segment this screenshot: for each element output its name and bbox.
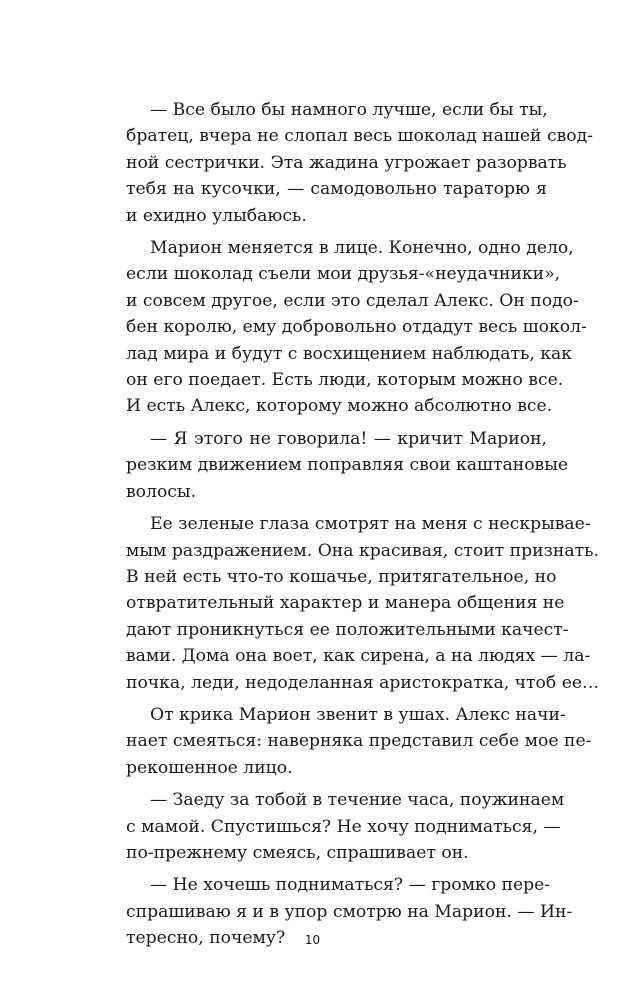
text-line: отвратительный характер и манера общения не xyxy=(126,593,565,614)
text-line: От крика Марион звенит в ушах. Алекс начи- xyxy=(150,704,566,725)
text-line: рекошенное лицо. xyxy=(126,757,293,778)
page-number: 10 xyxy=(304,933,321,947)
text-line: волосы. xyxy=(126,481,197,502)
paragraph-1 xyxy=(102,97,593,229)
text-line: резким движением поправляя свои каштановые xyxy=(126,455,569,476)
text-line: — Заеду за тобой в течение часа, поужинаем xyxy=(150,790,565,811)
text-line: тебя на кусочки, — самодовольно тараторю я xyxy=(126,179,547,200)
text-line: — Не хочешь подниматься? — громко пере- xyxy=(150,875,551,896)
paragraph-2 xyxy=(102,235,587,420)
paragraph-6 xyxy=(102,787,565,866)
text-line: Марион меняется в лице. Конечно, одно дело, xyxy=(150,238,574,259)
text-line: спрашиваю я и в упор смотрю на Марион. — Ин- xyxy=(126,901,573,922)
text-line: вами. Дома она воет, как сирена, а на людях — ла- xyxy=(126,646,591,667)
text-line: — Все было бы намного лучше, если бы ты, xyxy=(150,100,548,120)
text-line: ной сестрички. Эта жадина угрожает разорвать xyxy=(126,152,567,173)
text-line: по-прежнему смеясь, спрашивает он. xyxy=(126,842,469,863)
paragraph-4 xyxy=(102,511,600,696)
paragraph-3 xyxy=(102,426,569,505)
page-body-text xyxy=(102,97,600,958)
text-line: лад мира и будут с восхищением наблюдать, как xyxy=(126,343,573,364)
text-line: почка, леди, недоделанная аристократка, чтоб ее… xyxy=(126,672,600,693)
text-line: тересно, почему? xyxy=(126,928,286,949)
text-line: если шоколад съели мои друзья-«неудачники», xyxy=(126,264,561,285)
text-line: Ее зеленые глаза смотрят на меня с нескрывае- xyxy=(150,514,591,535)
text-line: И есть Алекс, которому можно абсолютно все. xyxy=(126,396,553,417)
text-line: он его поедает. Есть люди, которым можно все. xyxy=(126,370,564,391)
text-line: мым раздражением. Она красивая, стоит признать. xyxy=(126,540,599,561)
text-line: и совсем другое, если это сделал Алекс. Он подо- xyxy=(126,290,579,311)
text-line: братец, вчера не слопал весь шоколад нашей свод- xyxy=(126,126,593,147)
text-line: и ехидно улыбаюсь. xyxy=(126,205,307,226)
text-line: с мамой. Спустишься? Не хочу подниматься, — xyxy=(126,816,561,837)
paragraph-5 xyxy=(102,702,592,781)
text-line: В ней есть что-то кошачье, притягательное, но xyxy=(126,566,557,587)
text-line: нает смеяться: наверняка представил себе мое пе- xyxy=(126,731,592,752)
text-line: — Я этого не говорила! — кричит Марион, xyxy=(150,428,547,449)
text-line: дают проникнуться ее положительными качест- xyxy=(126,619,569,640)
text-line: бен королю, ему добровольно отдадут весь шокол- xyxy=(126,317,587,338)
